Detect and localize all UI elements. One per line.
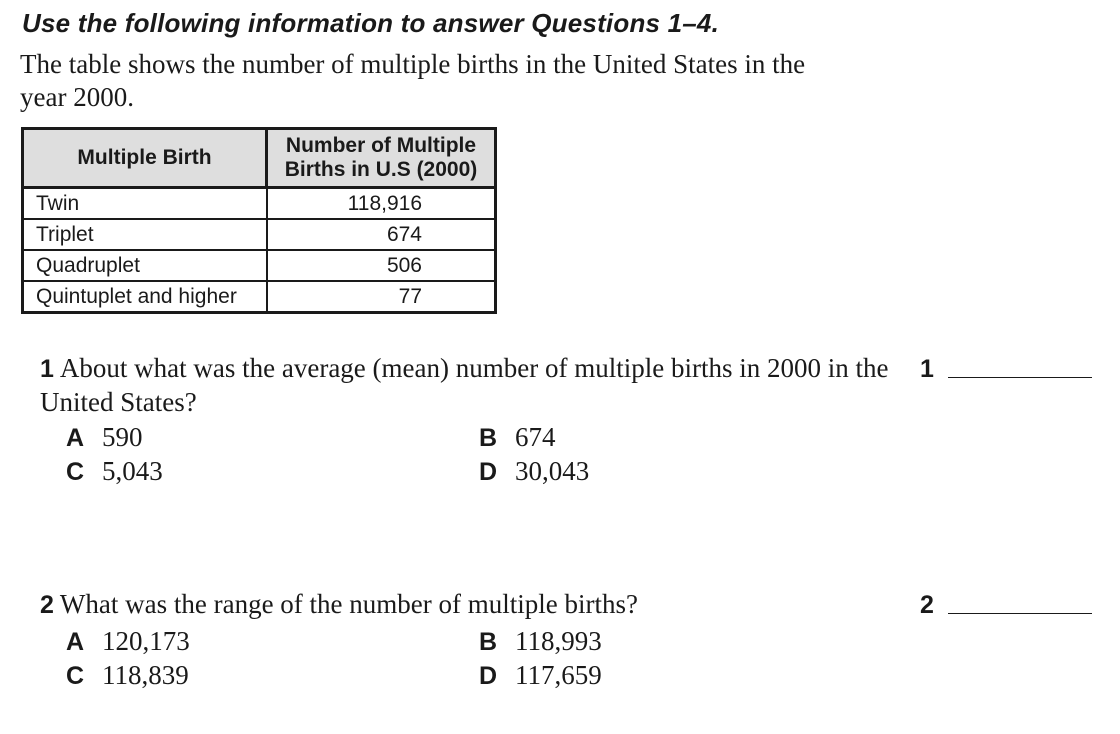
q1-option-a[interactable] <box>66 421 143 455</box>
header-multiple-birth: Multiple Birth <box>23 129 267 188</box>
table-row <box>23 188 496 220</box>
answer-blank-2[interactable] <box>948 613 1092 614</box>
question-2 <box>40 588 890 622</box>
answer-label-1: 1 <box>920 355 934 383</box>
table-header-row <box>23 129 496 188</box>
question-text: What was the range of the number of multiple births? <box>59 589 638 619</box>
question-1 <box>40 352 890 419</box>
option-value: 674 <box>515 422 556 452</box>
option-letter: C <box>66 458 85 486</box>
option-letter: D <box>479 458 498 486</box>
option-value: 590 <box>102 422 143 452</box>
row-label: Quintuplet and higher <box>23 281 267 313</box>
row-value: 118,916 <box>267 188 496 220</box>
q2-option-d[interactable] <box>479 659 602 693</box>
q1-option-c[interactable] <box>66 455 163 489</box>
question-text: About what was the average (mean) number of multiple births in 2000 in the United States? <box>40 353 889 417</box>
row-value: 674 <box>267 219 496 250</box>
row-value: 77 <box>267 281 496 313</box>
row-label: Triplet <box>23 219 267 250</box>
multiple-births-table <box>21 127 497 314</box>
option-value: 117,659 <box>515 660 602 690</box>
option-letter: B <box>479 628 498 656</box>
intro-paragraph: The table shows the number of multiple births in the United States in the year 2000. <box>20 49 806 112</box>
q1-option-b[interactable] <box>479 421 556 455</box>
option-letter: B <box>479 424 498 452</box>
row-value: 506 <box>267 250 496 281</box>
option-letter: D <box>479 662 498 690</box>
option-letter: A <box>66 628 85 656</box>
table-row <box>23 281 496 313</box>
q1-option-d[interactable] <box>479 455 589 489</box>
answer-blank-1[interactable] <box>948 377 1092 378</box>
section-heading: Use the following information to answer Questions 1–4. <box>22 8 720 38</box>
option-letter: C <box>66 662 85 690</box>
option-letter: A <box>66 424 85 452</box>
option-value: 120,173 <box>102 626 190 656</box>
option-value: 5,043 <box>102 456 163 486</box>
q2-option-c[interactable] <box>66 659 189 693</box>
header-number-of-births: Number of Multiple Births in U.S (2000) <box>267 129 496 188</box>
row-label: Twin <box>23 188 267 220</box>
row-label: Quadruplet <box>23 250 267 281</box>
question-number: 1 <box>40 355 54 383</box>
option-value: 30,043 <box>515 456 590 486</box>
table-row <box>23 219 496 250</box>
table-row <box>23 250 496 281</box>
q2-option-b[interactable] <box>479 625 602 659</box>
q2-option-a[interactable] <box>66 625 190 659</box>
option-value: 118,839 <box>102 660 189 690</box>
option-value: 118,993 <box>515 626 602 656</box>
answer-label-2: 2 <box>920 591 934 619</box>
question-number: 2 <box>40 591 54 619</box>
